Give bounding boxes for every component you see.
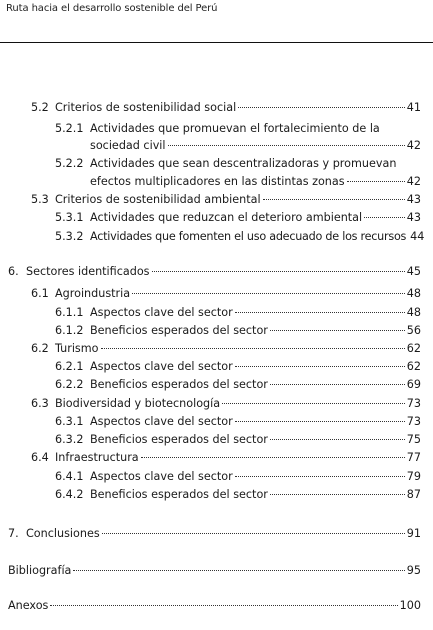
- toc-leader: [152, 271, 405, 272]
- toc-leader: [102, 533, 405, 534]
- toc-leader: [168, 145, 405, 146]
- toc-entry-5-3: [31, 193, 421, 207]
- toc-title: Beneficios esperados del sector: [90, 488, 268, 501]
- toc-leader: [222, 403, 405, 404]
- toc-title: Infraestructura: [55, 451, 139, 464]
- toc-leader: [235, 312, 405, 313]
- toc-page: 48: [406, 287, 421, 300]
- toc-entry-6-1-1: [55, 306, 421, 320]
- toc-page: 43: [406, 193, 421, 206]
- toc-title: Beneficios esperados del sector: [90, 433, 268, 446]
- toc-title: Turismo: [55, 342, 99, 355]
- toc-number: 5.2.1: [55, 122, 84, 135]
- toc-entry-5-2-1-cont: [90, 139, 421, 153]
- toc-number: 6.1.2: [55, 324, 84, 337]
- toc-title: Actividades que fomenten el uso adecuado de los recursos: [90, 230, 407, 243]
- toc-entry-6-2-1: [55, 360, 421, 374]
- toc-entry-6-3-1: [55, 415, 421, 429]
- toc-page: 45: [406, 265, 421, 278]
- toc-number: 5.3: [31, 193, 49, 206]
- toc-entry-6-2-2: [55, 378, 421, 392]
- toc-title: Aspectos clave del sector: [90, 306, 233, 319]
- toc-number: 5.2: [31, 101, 49, 114]
- toc-leader: [364, 217, 405, 218]
- toc-number: 6.1: [31, 287, 49, 300]
- toc-page: 62: [406, 342, 421, 355]
- toc-number: 6.1.1: [55, 306, 84, 319]
- toc-leader: [73, 570, 404, 571]
- toc-title: Sectores identificados: [26, 265, 150, 278]
- toc-number: 6.4: [31, 451, 49, 464]
- toc-title: Agroindustria: [55, 287, 131, 300]
- toc-title: Beneficios esperados del sector: [90, 378, 268, 391]
- toc-entry-5-2-2-cont: [90, 175, 421, 189]
- toc-entry-5-3-2: [55, 230, 425, 244]
- toc-title: Anexos: [8, 599, 49, 612]
- toc-entry-bibliografia: [8, 564, 421, 578]
- toc-entry-6-3: [31, 397, 421, 411]
- toc-page: 95: [406, 564, 421, 577]
- toc-entry-7: [8, 527, 421, 541]
- toc-number: 6.2: [31, 342, 49, 355]
- toc-entry-6-3-2: [55, 433, 421, 447]
- toc-title: Aspectos clave del sector: [90, 360, 233, 373]
- toc-page: 73: [406, 415, 421, 428]
- toc-page: 62: [406, 360, 421, 373]
- toc-title: Criterios de sostenibilidad ambiental: [55, 193, 261, 206]
- toc-page: 42: [406, 139, 421, 152]
- toc-leader: [270, 384, 405, 385]
- toc-entry-5-2-1: [55, 122, 421, 136]
- toc-leader: [270, 494, 405, 495]
- toc-leader: [263, 199, 405, 200]
- toc-number: 7.: [8, 527, 19, 540]
- toc-leader: [132, 293, 405, 294]
- toc-entry-6-1-2: [55, 324, 421, 338]
- toc-page: 91: [406, 527, 421, 540]
- toc-number: 5.3.1: [55, 211, 84, 224]
- toc-title-continued: efectos multiplicadores en las distintas zonas: [90, 175, 345, 188]
- running-header: Ruta hacia el desarrollo sostenible del Perú: [6, 3, 218, 14]
- toc-title: Aspectos clave del sector: [90, 470, 233, 483]
- toc-leader: [238, 107, 405, 108]
- toc-entry-6: [8, 265, 421, 279]
- toc-entry-5-3-1: [55, 211, 421, 225]
- toc-leader: [235, 476, 405, 477]
- toc-page: 69: [406, 378, 421, 391]
- toc-number: 6.2.2: [55, 378, 84, 391]
- toc-page: 75: [406, 433, 421, 446]
- toc-leader: [270, 439, 405, 440]
- toc-title: Biodiversidad y biotecnología: [55, 397, 221, 410]
- toc-number: 6.3: [31, 397, 49, 410]
- toc-page: 87: [406, 488, 421, 501]
- toc-entry-6-2: [31, 342, 421, 356]
- toc-entry-6-4-2: [55, 488, 421, 502]
- toc-leader: [50, 605, 397, 606]
- toc-title: Actividades que sean descentralizadoras y promuevan: [90, 157, 397, 170]
- toc-leader: [141, 457, 405, 458]
- toc-title: Conclusiones: [26, 527, 100, 540]
- toc-leader: [235, 366, 405, 367]
- toc-number: 6.4.1: [55, 470, 84, 483]
- toc-page: 41: [406, 101, 421, 114]
- toc-page: 44: [410, 230, 425, 243]
- toc-page: 56: [406, 324, 421, 337]
- toc-title-continued: sociedad civil: [90, 139, 166, 152]
- toc-leader: [101, 348, 405, 349]
- toc-leader: [235, 421, 405, 422]
- toc-entry-6-4-1: [55, 470, 421, 484]
- toc-page: 42: [406, 175, 421, 188]
- toc-title: Bibliografía: [8, 564, 72, 577]
- toc-entry-6-4: [31, 451, 421, 465]
- toc-title: Beneficios esperados del sector: [90, 324, 268, 337]
- toc-number: 6.2.1: [55, 360, 84, 373]
- toc-number: 5.3.2: [55, 230, 84, 243]
- toc-number: 6.3.1: [55, 415, 84, 428]
- toc-entry-5-2: [31, 101, 421, 115]
- toc-page: 79: [406, 470, 421, 483]
- toc-number: 6.: [8, 265, 19, 278]
- toc-title: Aspectos clave del sector: [90, 415, 233, 428]
- toc-page: 48: [406, 306, 421, 319]
- toc-page: 77: [406, 451, 421, 464]
- toc-number: 6.3.2: [55, 433, 84, 446]
- toc-page: 100: [399, 599, 421, 612]
- toc-leader: [347, 181, 405, 182]
- toc-number: 6.4.2: [55, 488, 84, 501]
- toc-page: 43: [406, 211, 421, 224]
- toc-title: Actividades que reduzcan el deterioro ambiental: [90, 211, 363, 224]
- toc-title: Actividades que promuevan el fortalecimiento de la: [90, 122, 380, 135]
- toc-entry-5-2-2: [55, 157, 421, 171]
- toc-title: Criterios de sostenibilidad social: [55, 101, 237, 114]
- toc-page: 73: [406, 397, 421, 410]
- toc-entry-anexos: [8, 599, 421, 613]
- toc-entry-6-1: [31, 287, 421, 301]
- toc-number: 5.2.2: [55, 157, 84, 170]
- toc-leader: [270, 330, 405, 331]
